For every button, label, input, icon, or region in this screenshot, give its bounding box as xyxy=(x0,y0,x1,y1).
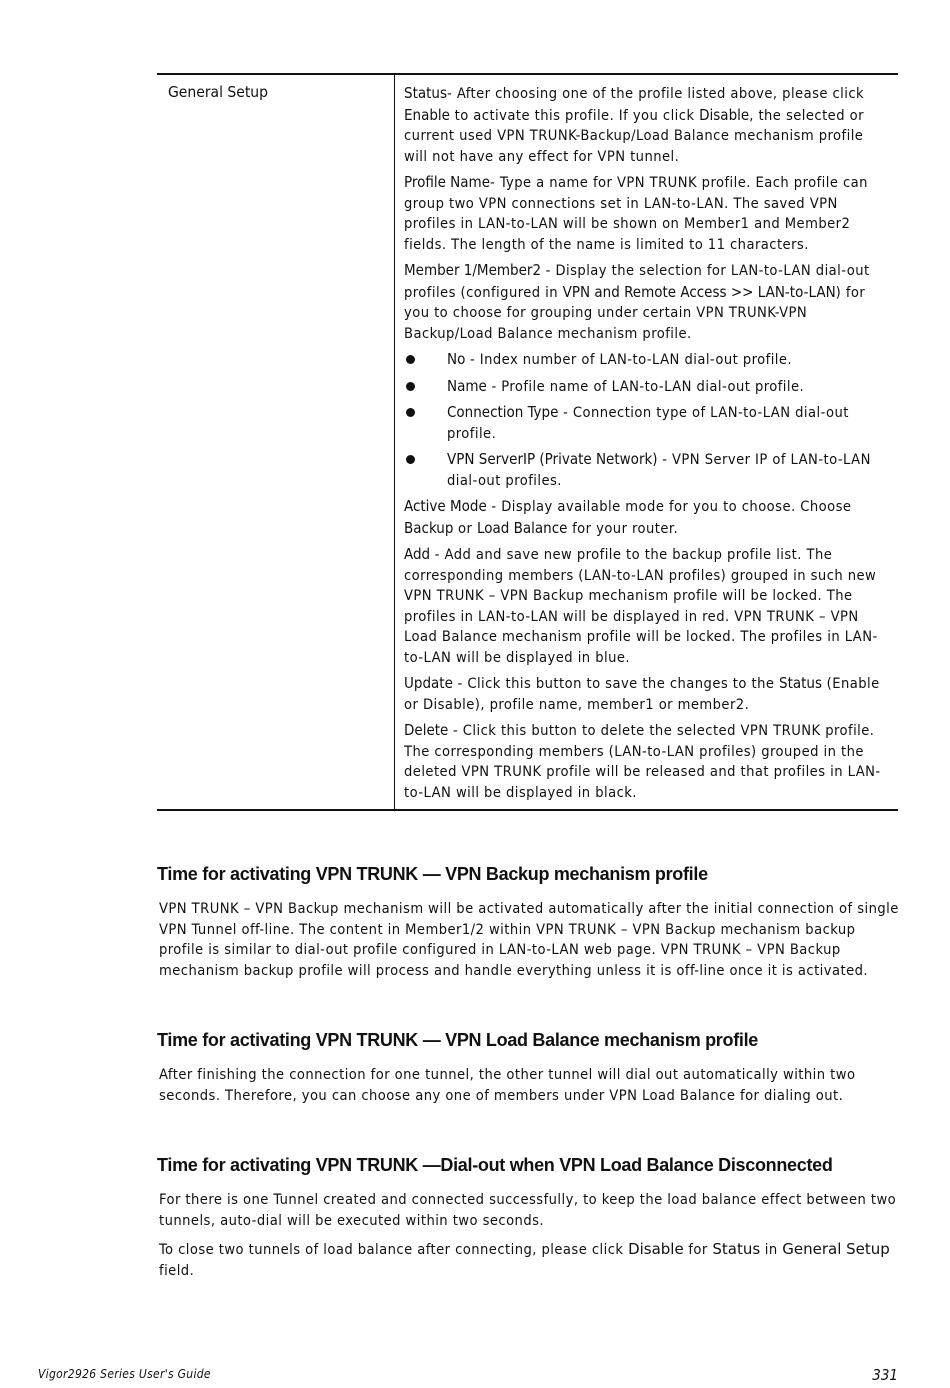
status-desc: Status- After choosing one of the profile listed above, please click Enable to activate this profile. If you click Disable, the selected or current used VPN TRUNK-Backup/Load Balance mechanism profile will not have any effect for VPN tunnel. xyxy=(404,84,865,165)
bullet-icon xyxy=(406,382,415,391)
section-load-balance xyxy=(157,1030,899,1114)
section-heading: Time for activating VPN TRUNK —Dial-out when VPN Load Balance Disconnected xyxy=(157,1155,833,1175)
list-item: Connection Type - Connection type of LAN-to-LAN dial-out profile. xyxy=(404,402,890,444)
bullet-icon xyxy=(406,355,415,364)
bullet-icon xyxy=(406,408,415,417)
footer-guide-title: Vigor2926 Series User's Guide xyxy=(38,1367,211,1381)
section-heading: Time for activating VPN TRUNK — VPN Backup mechanism profile xyxy=(157,864,708,884)
general-setup-label: General Setup xyxy=(168,83,268,101)
active-mode-desc: Active Mode - Display available mode for you to choose. Choose Backup or Load Balance for your router. xyxy=(404,497,852,537)
section-paragraph: VPN TRUNK – VPN Backup mechanism will be activated automatically after the initial connection of single VPN Tunnel off-line. The content in Member1/2 within VPN TRUNK – VPN Backup mechanism backup profile is similar to dial-out profile configured in LAN-to-LAN web page. VPN TRUNK – VPN Backup mechanism backup profile will process and handle everything unless it is off-line once it is activated. xyxy=(159,900,899,980)
update-desc: Update - Click this button to save the changes to the Status (Enable or Disable), profile name, member1 or member2. xyxy=(404,674,880,713)
list-item: Name - Profile name of LAN-to-LAN dial-out profile. xyxy=(404,376,890,398)
section-dial-out xyxy=(157,1155,899,1290)
section-heading: Time for activating VPN TRUNK — VPN Load Balance mechanism profile xyxy=(157,1030,759,1050)
delete-desc: Delete - Click this button to delete the selected VPN TRUNK profile. The corresponding members (LAN-to-LAN profiles) grouped in the deleted VPN TRUNK profile will be released and that profiles in LAN-to-LAN will be displayed in black. xyxy=(404,721,881,801)
parameter-table xyxy=(157,73,898,811)
member-bullet-list xyxy=(404,349,890,491)
add-desc: Add - Add and save new profile to the backup profile list. The corresponding members (LAN-to-LAN profiles) grouped in such new VPN TRUNK – VPN Backup mechanism profile will be locked. The profiles in LAN-to-LAN will be displayed in red. VPN TRUNK – VPN Load Balance mechanism profile will be locked. The profiles in LAN-to-LAN will be displayed in blue. xyxy=(404,545,878,666)
bullet-icon xyxy=(406,455,415,464)
profile-name-desc: Profile Name- Type a name for VPN TRUNK profile. Each profile can group two VPN connections set in LAN-to-LAN. The saved VPN profiles in LAN-to-LAN will be shown on Member1 and Member2 fields. The length of the name is limited to 11 characters. xyxy=(404,173,868,253)
member-desc: Member 1/Member2 - Display the selection for LAN-to-LAN dial-out profiles (configured in VPN and Remote Access >> LAN-to-LAN) for you to choose for grouping under certain VPN TRUNK-VPN Backup/Load Balance mechanism profile. xyxy=(404,261,870,342)
page-number: 331 xyxy=(872,1366,898,1384)
section-paragraph: After finishing the connection for one tunnel, the other tunnel will dial out automatically within two seconds. Therefore, you can choose any one of members under VPN Load Balance for dialing out. xyxy=(159,1066,856,1104)
table-left-column xyxy=(157,75,395,809)
list-item: No - Index number of LAN-to-LAN dial-out profile. xyxy=(404,349,890,371)
section-paragraph: To close two tunnels of load balance after connecting, please click Disable for Status in General Setup field. xyxy=(159,1240,890,1280)
section-backup xyxy=(157,864,899,990)
list-item: VPN ServerIP (Private Network) - VPN Server IP of LAN-to-LAN dial-out profiles. xyxy=(404,449,890,491)
section-paragraph: For there is one Tunnel created and connected successfully, to keep the load balance effect between two tunnels, auto-dial will be executed within two seconds. xyxy=(159,1191,897,1229)
table-right-column xyxy=(395,75,898,809)
